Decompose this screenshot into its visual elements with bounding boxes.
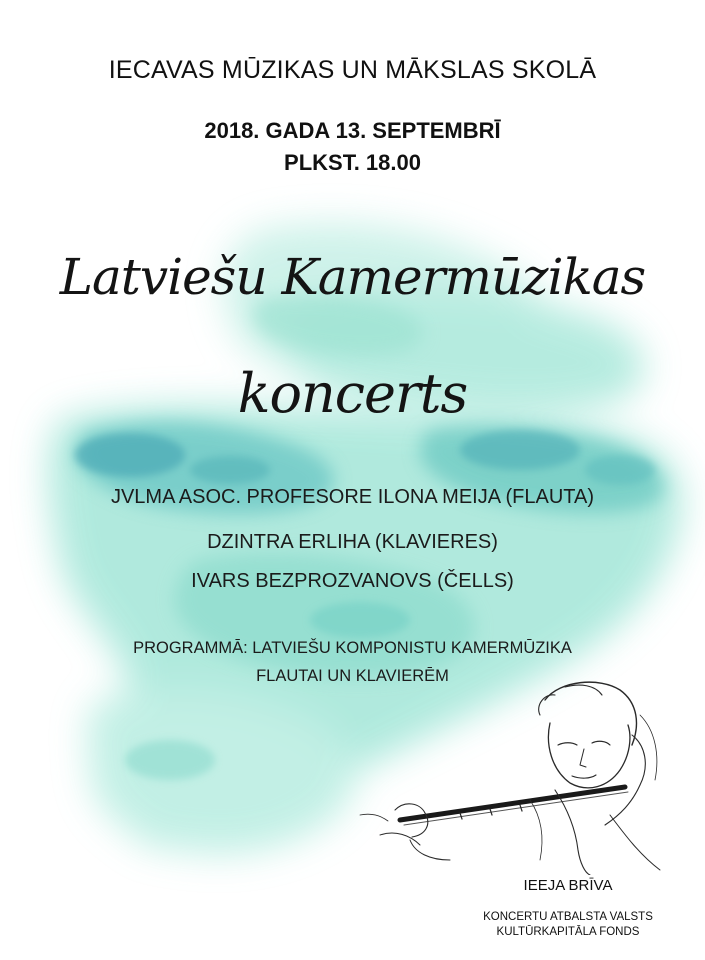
concert-title: Latviešu Kamermūzikas [59,248,646,306]
program-line: FLAUTAI UN KLAVIERĒM [256,667,449,685]
support-credit-line: KULTŪRKAPITĀLA FONDS [496,926,640,938]
performer-cello: IVARS BEZPROZVANOVS (ČELLS) [191,570,514,592]
free-entry-label: IEEJA BRĪVA [523,877,613,894]
performer-piano: DZINTRA ERLIHA (KLAVIERES) [207,531,498,553]
performer-flute: JVLMA ASOC. PROFESORE ILONA MEIJA (FLAUTA) [110,486,595,508]
venue-heading: IECAVAS MŪZIKAS UN MĀKSLAS SKOLĀ [108,56,597,84]
support-credit-line: KONCERTU ATBALSTA VALSTS [483,911,653,923]
event-date: 2018. GADA 13. SEPTEMBRĪ [204,118,501,143]
event-time: PLKST. 18.00 [284,150,421,175]
program-line: PROGRAMMĀ: LATVIEŠU KOMPONISTU KAMERMŪZIKA [133,639,572,657]
flutist-sketch-illustration [340,675,690,875]
concert-subtitle: koncerts [237,362,468,425]
